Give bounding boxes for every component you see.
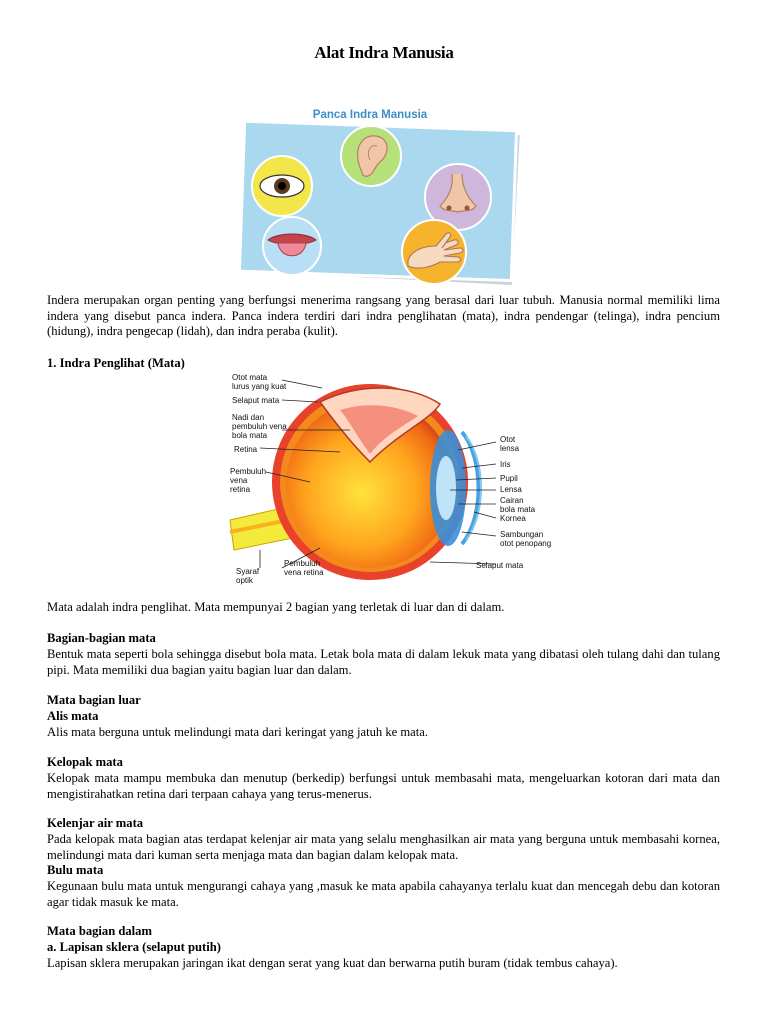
mata-intro-paragraph: Mata adalah indra penglihat. Mata mempunyai 2 bagian yang terletak di luar dan di dalam.	[47, 600, 505, 614]
label-selaput-mata-top: Selaput mata	[232, 396, 280, 405]
bagian-paragraph: Bentuk mata seperti bola sehingga disebut bola mata. Letak bola mata di dalam lekuk mata yang dibatasi oleh tulang dahi dan tulang pipi. Mata memiliki dua bagian yaitu bagian luar dan dalam.	[47, 647, 720, 677]
heading-mata-bagian-dalam: Mata bagian dalam	[47, 924, 152, 938]
heading-mata-bagian-luar: Mata bagian luar	[47, 693, 141, 707]
tongue-icon	[263, 217, 321, 275]
alis-paragraph: Alis mata berguna untuk melindungi mata dari keringat yang jatuh ke mata.	[47, 725, 428, 739]
intro-paragraph: Indera merupakan organ penting yang berfungsi menerima rangsang yang berasal dari luar tubuh. Manusia normal memiliki lima indera yang disebut panca indera. Panca indera terdiri dari indra penglihatan (mata), indra pendengar (telinga), indra pencium (hidung), indra pengecap (lidah), dan indra peraba (kulit).	[47, 293, 720, 339]
label-selaput-mata-bottom: Selaput mata	[476, 561, 524, 570]
label-retina: Retina	[234, 445, 258, 454]
heading-bagian-bagian-mata: Bagian-bagian mata	[47, 631, 156, 645]
heading-kelopak-mata: Kelopak mata	[47, 755, 123, 769]
label-kornea: Kornea	[500, 514, 526, 523]
section-heading-mata: 1. Indra Penglihat (Mata)	[47, 356, 185, 370]
heading-lapisan-sklera: a. Lapisan sklera (selaput putih)	[47, 940, 221, 954]
label-cairan: Cairan bola mata	[500, 496, 536, 514]
label-otot-lensa: Otot lensa	[500, 435, 520, 453]
kelenjar-paragraph: Pada kelopak mata bagian atas terdapat kelenjar air mata yang selalu menghasilkan air mata yang berguna untuk membasahi kornea, melindungi mata dari kuman serta menjaga mata dan bagian dalam kelopak mata.	[47, 832, 720, 862]
panca-indra-figure	[240, 100, 530, 285]
hand-icon	[402, 220, 466, 284]
label-pembuluh-vena-retina-bottom: Pembuluh vena retina	[284, 559, 324, 577]
sklera-paragraph: Lapisan sklera merupakan jaringan ikat dengan serat yang kuat dan berwarna putih buram (tidak tembus cahaya).	[47, 956, 618, 970]
ear-icon	[341, 126, 401, 186]
label-syaraf-optik: Syaraf optik	[236, 567, 260, 585]
label-sambungan: Sambungan otot penopang	[500, 530, 552, 548]
label-pupil: Pupil	[500, 474, 518, 483]
eye-anatomy-figure	[200, 372, 552, 594]
heading-alis-mata: Alis mata	[47, 709, 99, 723]
page-title: Alat Indra Manusia	[314, 43, 454, 62]
heading-kelenjar-air-mata: Kelenjar air mata	[47, 816, 144, 830]
heading-bulu-mata: Bulu mata	[47, 863, 104, 877]
label-otot-lurus: Otot mata lurus yang kuat	[232, 373, 287, 391]
figure-banner: Panca Indra Manusia	[312, 109, 428, 121]
kelopak-paragraph: Kelopak mata mampu membuka dan menutup (berkedip) berfungsi untuk membasahi mata, mengeluarkan kotoran dari mata dan mengistirahatkan retina dari terpaan cahaya yang terus-menerus.	[47, 771, 720, 801]
bulu-paragraph: Kegunaan bulu mata untuk mengurangi cahaya yang ,masuk ke mata apabila cahayanya terlalu kuat dan mencegah debu dan kotoran agar tidak masuk ke mata.	[47, 879, 720, 909]
label-iris: Iris	[500, 460, 511, 469]
eyeball	[272, 384, 481, 580]
label-lensa: Lensa	[500, 485, 522, 494]
label-nadi: Nadi dan pembuluh vena bola mata	[232, 413, 287, 440]
eye-icon	[252, 156, 312, 216]
label-pembuluh-vena-retina-left: Pembuluh vena retina	[230, 467, 267, 494]
